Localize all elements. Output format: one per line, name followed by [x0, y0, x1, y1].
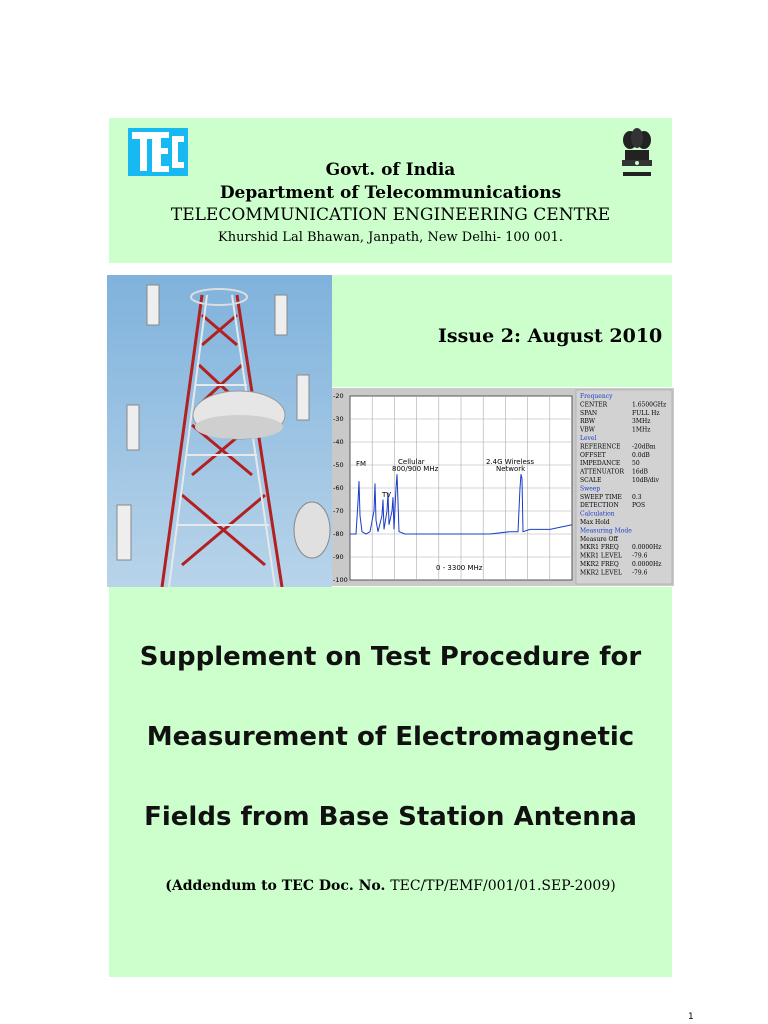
- panel-label: SCALE: [580, 477, 602, 484]
- spectrum-analyzer-screenshot: [332, 388, 674, 586]
- range-label: 0 - 3300 MHz: [436, 564, 483, 572]
- panel-label: Sweep: [580, 485, 601, 493]
- panel-value: -79.6: [632, 552, 648, 560]
- y-tick-label: -80: [333, 530, 344, 538]
- issue-date: Issue 2: August 2010: [438, 325, 663, 347]
- panel-label: MKR2 LEVEL: [580, 569, 622, 577]
- cellular-label-1: Cellular: [398, 458, 425, 466]
- addendum-doc-number: TEC/TP/EMF/001/01.SEP-2009): [390, 878, 616, 894]
- wireless-label-2: Network: [496, 465, 526, 473]
- wireless-label-1: 2.4G Wireless: [486, 458, 535, 466]
- panel-value: 0.3: [632, 493, 642, 501]
- y-tick-label: -90: [333, 553, 344, 561]
- document-title-line-2: Measurement of Electromagnetic: [146, 722, 635, 752]
- tv-label: TV: [382, 491, 392, 499]
- document-title-line-1: Supplement on Test Procedure for: [139, 642, 642, 672]
- govt-of-india-text: Govt. of India: [325, 160, 456, 180]
- panel-label: Level: [580, 435, 597, 442]
- panel-value: 16dB: [632, 468, 648, 476]
- page-number: 1: [688, 1012, 694, 1022]
- panel-value: 1.6500GHz: [632, 401, 667, 409]
- panel-label: SPAN: [580, 409, 598, 417]
- panel-value: 0.0000Hz: [632, 544, 662, 552]
- panel-value: POS: [632, 502, 646, 510]
- centre-name-text: TELECOMMUNICATION ENGINEERING CENTRE: [170, 205, 611, 225]
- addendum-prefix: (Addendum to TEC Doc. No.: [165, 878, 391, 894]
- tower-photo: [107, 275, 332, 587]
- panel-value: 50: [632, 460, 640, 468]
- panel-value: -20dBm: [632, 443, 656, 451]
- panel-label: IMPEDANCE: [580, 460, 621, 468]
- y-tick-label: -100: [333, 576, 348, 584]
- panel-label: Measuring Mode: [580, 527, 632, 535]
- panel-label: Calculation: [580, 510, 615, 518]
- address-text: Khurshid Lal Bhawan, Janpath, New Delhi- 100 001.: [217, 230, 563, 245]
- panel-value: 10dB/div: [632, 477, 660, 484]
- panel-value: 0.0000Hz: [632, 561, 662, 568]
- panel-label: CENTER: [580, 401, 608, 409]
- panel-label: MKR2 FREQ: [580, 561, 619, 568]
- panel-label: MKR1 FREQ: [580, 544, 619, 552]
- y-tick-label: -70: [333, 507, 344, 515]
- panel-value: 1MHz: [632, 426, 651, 434]
- y-tick-label: -50: [333, 461, 344, 469]
- panel-label: OFFSET: [580, 451, 606, 459]
- document-title-line-3: Fields from Base Station Antenna: [144, 802, 637, 832]
- panel-label: Frequency: [580, 393, 613, 400]
- panel-label: Max Hold: [580, 519, 610, 526]
- fm-label: FM: [356, 460, 367, 468]
- panel-value: -79.6: [632, 569, 648, 577]
- y-tick-label: -30: [333, 415, 344, 423]
- panel-label: MKR1 LEVEL: [580, 552, 622, 560]
- panel-value: 0.0dB: [632, 451, 650, 459]
- panel-label: Measure Off: [580, 535, 618, 543]
- panel-label: VBW: [580, 426, 595, 434]
- panel-value: 3MHz: [632, 418, 651, 426]
- y-tick-label: -20: [333, 392, 344, 400]
- panel-label: SWEEP TIME: [580, 493, 622, 501]
- panel-label: RBW: [580, 418, 596, 426]
- cellular-label-2: 800/900 MHz: [392, 465, 439, 473]
- y-tick-label: -60: [333, 484, 344, 492]
- panel-label: ATTENUATOR: [580, 468, 625, 476]
- panel-label: REFERENCE: [580, 443, 621, 451]
- panel-value: FULL Hz: [632, 409, 660, 417]
- panel-label: DETECTION: [580, 502, 619, 510]
- y-tick-label: -40: [333, 438, 344, 446]
- addendum-reference: [109, 878, 672, 894]
- department-text: Department of Telecommunications: [219, 183, 562, 203]
